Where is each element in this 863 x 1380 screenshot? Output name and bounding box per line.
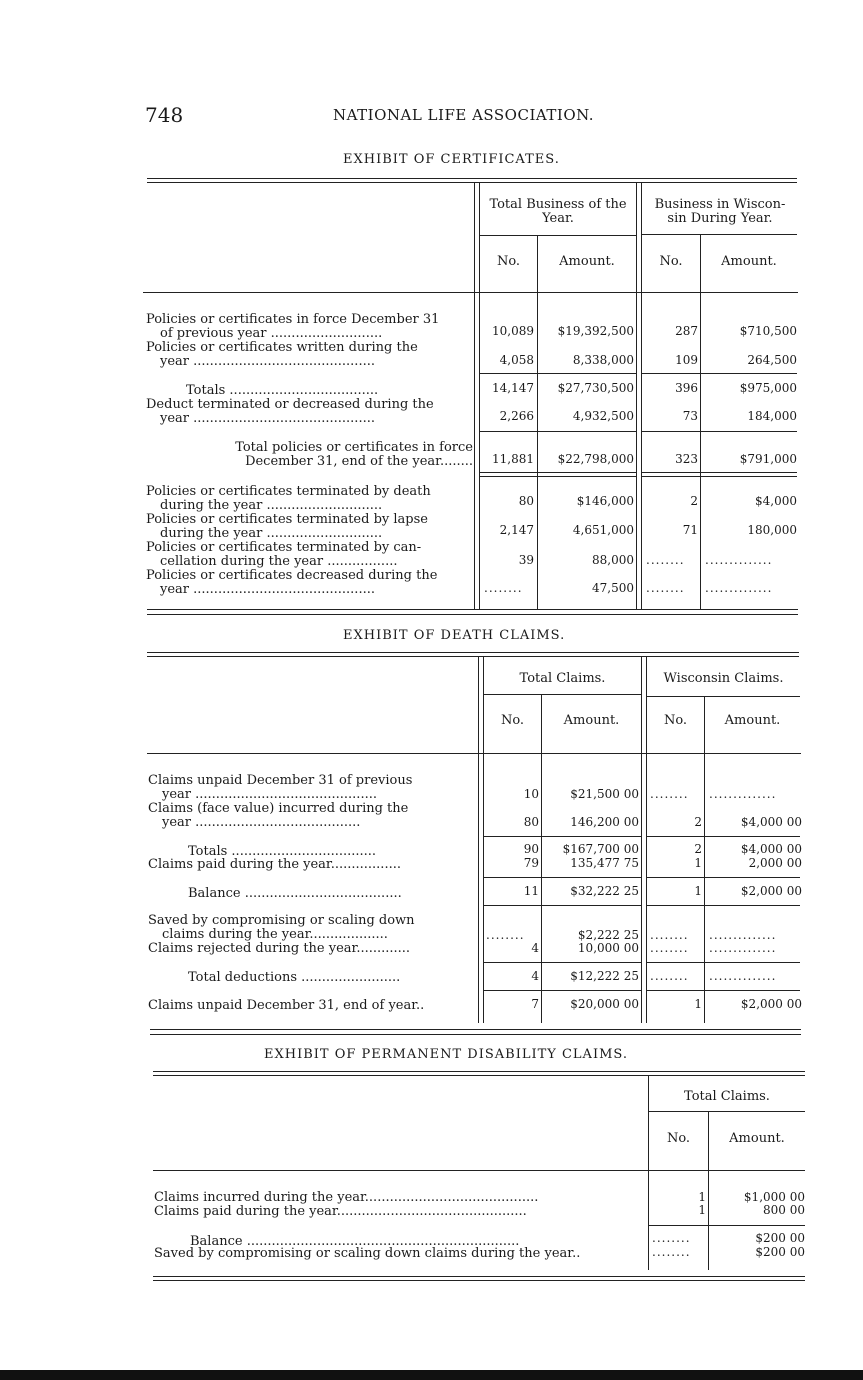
cert-row-label: Policies or certificates in force December 31 of previous year ...........................: [146, 313, 440, 340]
death-row-wamount: $4,000 00: [740, 815, 802, 829]
cert-row-wno: 396: [675, 381, 698, 395]
cert-col-no: No.: [496, 254, 521, 269]
death-row-label: Claims (face value) incurred during the year ........................................: [148, 802, 409, 829]
cert-row-wno: 323: [675, 452, 698, 466]
cert-row-amount: $22,798,000: [557, 452, 634, 466]
cert-row-amount: $19,392,500: [557, 324, 634, 338]
certificates-title: EXHIBIT OF CERTIFICATES.: [343, 152, 560, 167]
disability-row-no: 1: [698, 1190, 706, 1204]
cert-col-wno: No.: [659, 254, 683, 269]
death-row-label: Claims paid during the year.................: [148, 858, 401, 872]
disability-row-amount: $1,000 00: [743, 1190, 805, 1204]
cert-row-no: 11,881: [492, 452, 534, 466]
disability-col-amount: Amount.: [729, 1131, 785, 1146]
scan-edge-bar: [0, 1370, 863, 1380]
death-row-label: Total deductions ........................: [188, 971, 401, 985]
cert-row-wamount: $710,500: [739, 324, 797, 338]
cert-row-amount: 88,000: [592, 553, 634, 567]
death-row-no: 4: [531, 969, 539, 983]
disability-row-amount: $200 00: [755, 1245, 805, 1259]
death-row-wamount: $2,000 00: [740, 997, 802, 1011]
death-row-amount: 10,000 00: [577, 941, 639, 955]
death-row-no: 90: [523, 842, 539, 856]
disability-row-label: Saved by compromising or scaling down claims during the year..: [154, 1247, 581, 1261]
cert-row-amount: 4,651,000: [572, 523, 634, 537]
disability-row-label: Balance ..................................................................: [190, 1235, 520, 1249]
death-claims-title: EXHIBIT OF DEATH CLAIMS.: [343, 628, 566, 643]
cert-row-wno: 73: [682, 409, 698, 423]
cert-row-label: Total policies or certificates in force December 31, end of the year........: [235, 441, 473, 468]
page-number: 748: [145, 103, 184, 127]
death-row-wamount: 2,000 00: [748, 856, 802, 870]
cert-row-label: Policies or certificates decreased during the year ............................................: [146, 569, 438, 596]
death-row-no: 79: [523, 856, 539, 870]
death-row-amount: $21,500 00: [570, 787, 639, 801]
cert-row-amount: 47,500: [592, 581, 634, 595]
death-row-label: Claims unpaid December 31 of previous year ............................................: [148, 774, 413, 801]
cert-row-wamount: $4,000: [755, 494, 797, 508]
death-row-wamount: $4,000 00: [740, 842, 802, 856]
cert-group-total: Total Business of the Year.: [489, 197, 627, 226]
cert-row-amount: $27,730,500: [557, 381, 634, 395]
cert-row-no: 10,089: [492, 324, 534, 338]
disability-group-total: Total Claims.: [684, 1089, 770, 1104]
death-row-amount: 135,477 75: [570, 856, 639, 870]
death-row-wno: 2: [694, 842, 702, 856]
death-row-no: 80: [523, 815, 539, 829]
cert-group-wisconsin: Business in Wiscon- sin During Year.: [654, 197, 786, 226]
cert-row-label: Totals ....................................: [186, 384, 379, 398]
death-row-wamount: $2,000 00: [740, 884, 802, 898]
death-row-no: 4: [531, 941, 539, 955]
cert-row-amount: 8,338,000: [572, 353, 634, 367]
death-group-wisconsin: Wisconsin Claims.: [663, 671, 784, 686]
disability-row-amount: 800 00: [763, 1203, 805, 1217]
running-head: NATIONAL LIFE ASSOCIATION.: [333, 106, 595, 124]
death-row-label: Claims unpaid December 31, end of year..: [148, 999, 425, 1013]
cert-row-label: Policies or certificates terminated by can- cellation during the year .................: [146, 541, 422, 568]
cert-row-wno: 109: [675, 353, 698, 367]
death-row-wno: 1: [694, 856, 702, 870]
cert-row-label: Policies or certificates terminated by death during the year ............................: [146, 485, 431, 512]
cert-row-no: 4,058: [499, 353, 534, 367]
disability-col-no: No.: [666, 1131, 691, 1146]
disability-claims-title: EXHIBIT OF PERMANENT DISABILITY CLAIMS.: [264, 1047, 628, 1062]
death-row-amount: 146,200 00: [570, 815, 639, 829]
cert-row-no: 2,147: [499, 523, 534, 537]
death-row-wno: 1: [694, 884, 702, 898]
disability-row-no: 1: [698, 1203, 706, 1217]
death-col-wamount: Amount.: [724, 713, 781, 728]
death-row-wno: 2: [694, 815, 702, 829]
death-row-amount: $167,700 00: [562, 842, 639, 856]
death-col-amount: Amount.: [563, 713, 620, 728]
cert-row-wno: 287: [675, 324, 698, 338]
cert-col-wamount: Amount.: [721, 254, 777, 269]
death-row-label: Balance ......................................: [188, 887, 402, 901]
cert-row-label: Policies or certificates terminated by lapse during the year ............................: [146, 513, 428, 540]
disability-row-label: Claims incurred during the year..........................................: [154, 1191, 539, 1205]
cert-row-wamount: 184,000: [747, 409, 797, 423]
death-col-no: No.: [500, 713, 525, 728]
cert-row-amount: 4,932,500: [572, 409, 634, 423]
death-row-label: Claims rejected during the year.............: [148, 942, 411, 956]
cert-row-label: Deduct terminated or decreased during the year ............................................: [146, 398, 434, 425]
disability-row-amount: $200 00: [755, 1231, 805, 1245]
death-row-label: Totals ...................................: [188, 845, 377, 859]
death-row-amount: $32,222 25: [570, 884, 639, 898]
disability-row-label: Claims paid during the year..............................................: [154, 1205, 527, 1219]
cert-row-wamount: 180,000: [747, 523, 797, 537]
death-row-no: 7: [531, 997, 539, 1011]
cert-row-wno: 2: [690, 494, 698, 508]
cert-col-amount: Amount.: [559, 254, 615, 269]
death-row-wno: 1: [694, 997, 702, 1011]
cert-row-label: Policies or certificates written during the year ............................................: [146, 341, 418, 368]
death-row-amount: $12,222 25: [570, 969, 639, 983]
death-row-no: 10: [523, 787, 539, 801]
death-col-wno: No.: [663, 713, 688, 728]
death-row-label: Saved by compromising or scaling down claims during the year...................: [148, 914, 415, 941]
death-group-total: Total Claims.: [519, 671, 606, 686]
cert-row-no: 39: [518, 553, 534, 567]
cert-row-wamount: $975,000: [739, 381, 797, 395]
cert-row-wamount: 264,500: [747, 353, 797, 367]
death-row-amount: $2,222 25: [577, 928, 639, 942]
cert-row-no: 2,266: [499, 409, 534, 423]
cert-row-wno: 71: [682, 523, 698, 537]
cert-row-no: 14,147: [492, 381, 534, 395]
death-row-amount: $20,000 00: [570, 997, 639, 1011]
death-row-no: 11: [523, 884, 539, 898]
cert-row-wamount: $791,000: [739, 452, 797, 466]
cert-row-amount: $146,000: [576, 494, 634, 508]
cert-row-no: 80: [518, 494, 534, 508]
